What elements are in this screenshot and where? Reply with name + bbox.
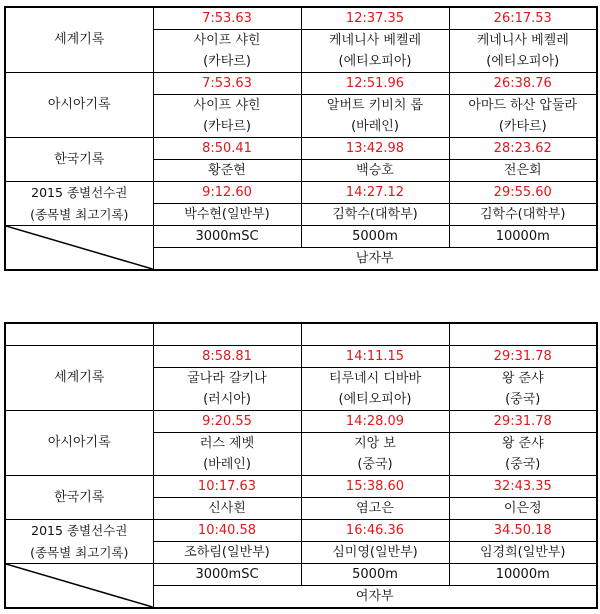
athlete-country: (카타르) xyxy=(449,116,597,138)
record-time: 15:38.60 xyxy=(301,476,449,498)
athlete-name: 굴나라 갈키나 xyxy=(153,368,301,390)
event-label: 3000mSC xyxy=(153,564,301,586)
athlete-name: 티루네시 디바바 xyxy=(301,368,449,390)
athlete-name: 신사흰 xyxy=(153,498,301,520)
record-time: 10:17.63 xyxy=(153,476,301,498)
record-time: 13:42.98 xyxy=(301,138,449,160)
row-label-asia: 아시아기록 xyxy=(5,73,153,138)
row-label-championship-sub: (종목별 최고기록) xyxy=(5,204,153,226)
record-time: 8:58.81 xyxy=(153,346,301,368)
athlete-name: 케네니사 베켈레 xyxy=(449,30,597,52)
athlete-name: 사이프 샤힌 xyxy=(153,95,301,117)
athlete-name: 러스 제벳 xyxy=(153,433,301,455)
athlete-name: 임경희(일반부) xyxy=(449,542,597,564)
event-label: 10000m xyxy=(449,564,597,586)
record-time: 14:28.09 xyxy=(301,411,449,433)
blank-cell xyxy=(449,323,597,346)
record-time: 32:43.35 xyxy=(449,476,597,498)
event-label: 10000m xyxy=(449,226,597,248)
row-label-korea: 한국기록 xyxy=(5,476,153,520)
record-time: 29:55.60 xyxy=(449,182,597,204)
athlete-name: 사이프 샤힌 xyxy=(153,30,301,52)
blank-cell xyxy=(301,323,449,346)
athlete-name: 심미영(일반부) xyxy=(301,542,449,564)
event-label: 3000mSC xyxy=(153,226,301,248)
record-time: 12:37.35 xyxy=(301,7,449,30)
athlete-name: 백승호 xyxy=(301,160,449,182)
athlete-name: 조하림(일반부) xyxy=(153,542,301,564)
athlete-name: 이은정 xyxy=(449,498,597,520)
record-time: 9:12.60 xyxy=(153,182,301,204)
women-records-table xyxy=(4,322,598,609)
division-label: 여자부 xyxy=(153,586,597,609)
athlete-name: 염고은 xyxy=(301,498,449,520)
record-time: 9:20.55 xyxy=(153,411,301,433)
athlete-country: (중국) xyxy=(301,454,449,476)
diagonal-corner-cell xyxy=(5,564,153,609)
athlete-country: (카타르) xyxy=(153,51,301,73)
row-label-korea: 한국기록 xyxy=(5,138,153,182)
record-time: 28:23.62 xyxy=(449,138,597,160)
record-time: 14:27.12 xyxy=(301,182,449,204)
men-records-table xyxy=(4,6,598,271)
athlete-country: (에티오피아) xyxy=(449,51,597,73)
record-time: 8:50.41 xyxy=(153,138,301,160)
athlete-country: (카타르) xyxy=(153,116,301,138)
record-time: 7:53.63 xyxy=(153,73,301,95)
athlete-country: (중국) xyxy=(449,454,597,476)
record-time: 29:31.78 xyxy=(449,346,597,368)
record-time: 34.50.18 xyxy=(449,520,597,542)
athlete-name: 왕 준샤 xyxy=(449,433,597,455)
athlete-country: (중국) xyxy=(449,389,597,411)
blank-cell xyxy=(153,323,301,346)
event-label: 5000m xyxy=(301,564,449,586)
athlete-name: 박수현(일반부) xyxy=(153,204,301,226)
athlete-name: 알버트 키비치 롭 xyxy=(301,95,449,117)
division-label: 남자부 xyxy=(153,248,597,271)
record-time: 10:40.58 xyxy=(153,520,301,542)
row-label-world: 세계기록 xyxy=(5,7,153,73)
row-label-world: 세계기록 xyxy=(5,346,153,411)
record-time: 16:46.36 xyxy=(301,520,449,542)
record-time: 26:38.76 xyxy=(449,73,597,95)
athlete-name: 김학수(대학부) xyxy=(301,204,449,226)
record-time: 14:11.15 xyxy=(301,346,449,368)
athlete-name: 케네니사 베켈레 xyxy=(301,30,449,52)
record-time: 12:51.96 xyxy=(301,73,449,95)
athlete-name: 김학수(대학부) xyxy=(449,204,597,226)
record-time: 26:17.53 xyxy=(449,7,597,30)
event-label: 5000m xyxy=(301,226,449,248)
athlete-name: 지앙 보 xyxy=(301,433,449,455)
athlete-country: (러시아) xyxy=(153,389,301,411)
record-time: 29:31.78 xyxy=(449,411,597,433)
diagonal-line xyxy=(6,226,153,269)
athlete-name: 아마드 하산 압둘라 xyxy=(449,95,597,117)
blank-cell xyxy=(5,323,153,346)
athlete-name: 황준현 xyxy=(153,160,301,182)
athlete-name: 전은회 xyxy=(449,160,597,182)
row-label-asia: 아시아기록 xyxy=(5,411,153,476)
row-label-championship: 2015 종별선수권 xyxy=(5,182,153,204)
athlete-country: (바레인) xyxy=(301,116,449,138)
row-label-championship: 2015 종별선수권 xyxy=(5,520,153,542)
diagonal-line xyxy=(6,564,153,607)
row-label-championship-sub: (종목별 최고기록) xyxy=(5,542,153,564)
athlete-name: 왕 준샤 xyxy=(449,368,597,390)
diagonal-corner-cell xyxy=(5,226,153,271)
record-time: 7:53.63 xyxy=(153,7,301,30)
athlete-country: (바레인) xyxy=(153,454,301,476)
athlete-country: (에티오피아) xyxy=(301,51,449,73)
athlete-country: (에티오피아) xyxy=(301,389,449,411)
